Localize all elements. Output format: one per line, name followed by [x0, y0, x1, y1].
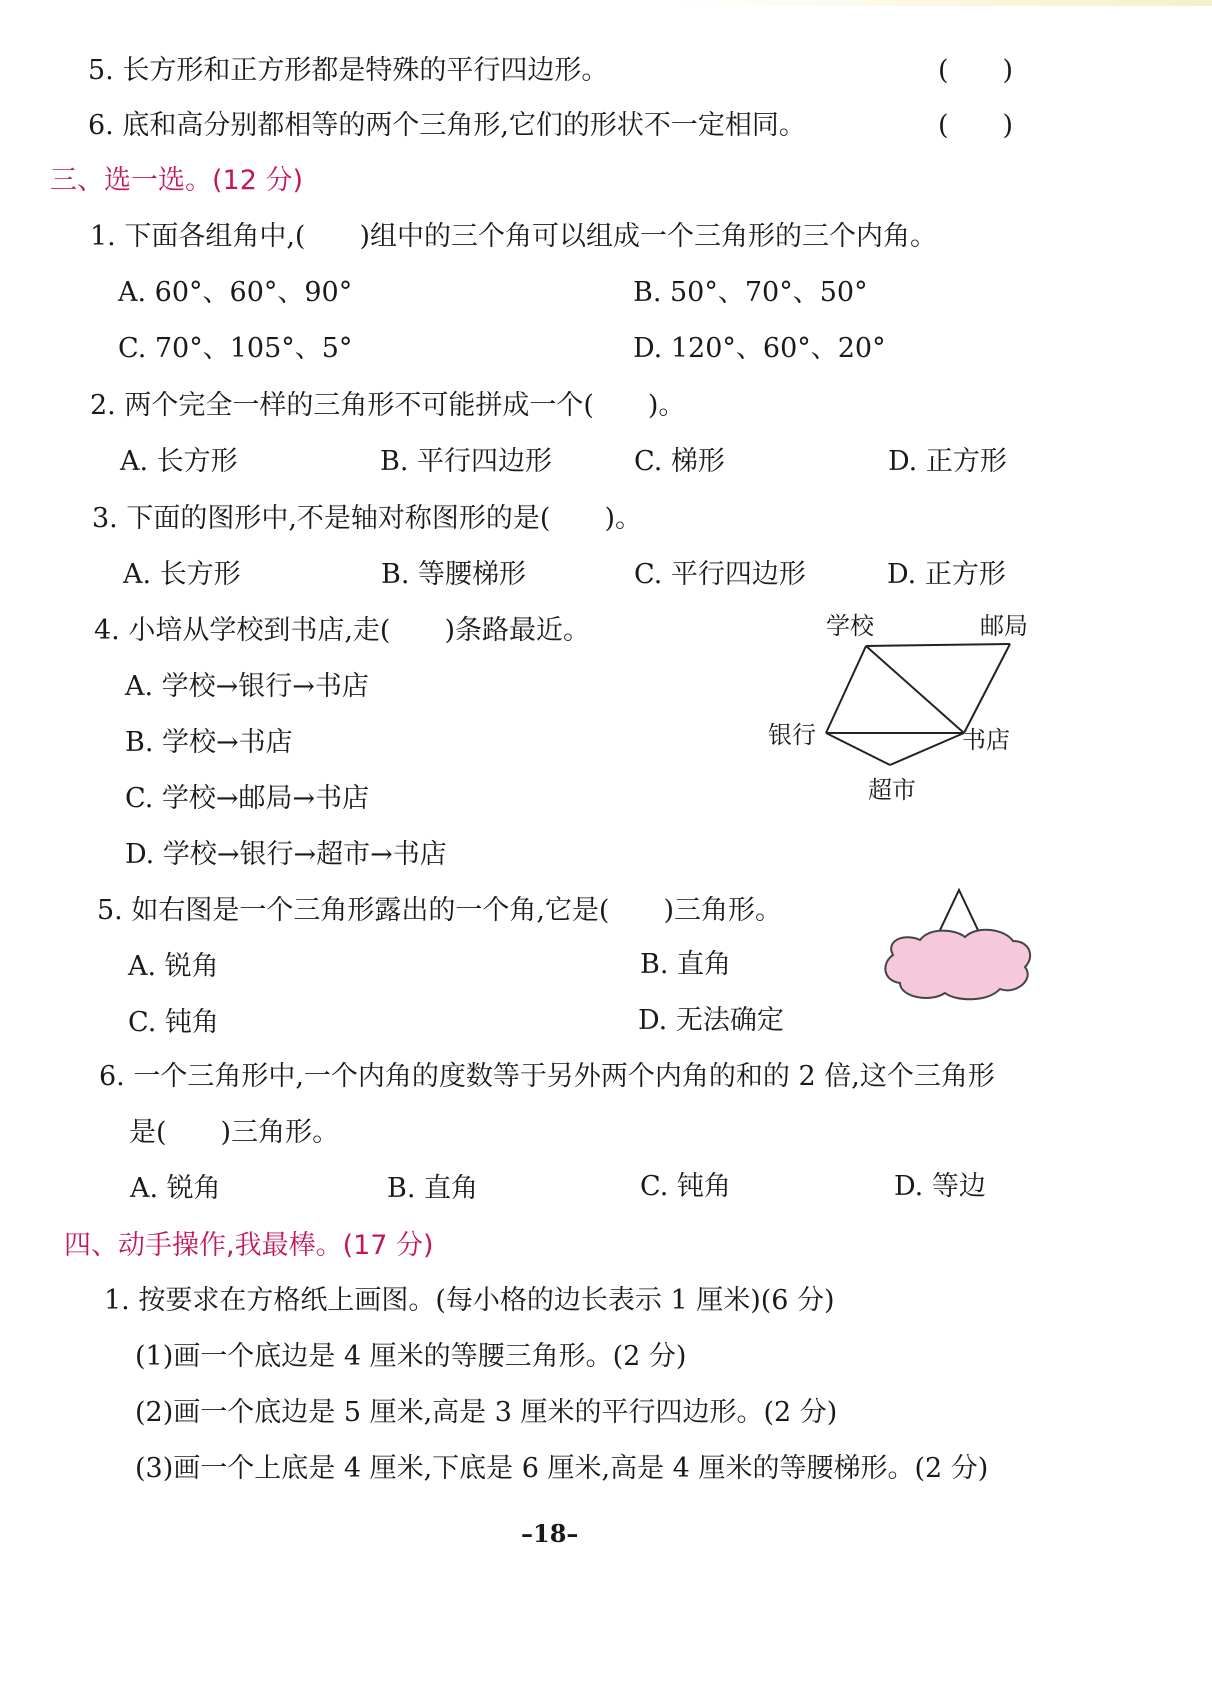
section-4-title: 四、动手操作,我最棒。(17 分): [64, 1230, 434, 1261]
s3-q3-option-a[interactable]: A. 长方形: [123, 559, 241, 590]
s4-q1-sub2: (2)画一个底边是 5 厘米,高是 3 厘米的平行四边形。(2 分): [135, 1397, 838, 1428]
s3-q4-option-c[interactable]: C. 学校→邮局→书店: [125, 783, 370, 814]
map-label-school: 学校: [826, 612, 874, 640]
s4-q1-stem: 1. 按要求在方格纸上画图。(每小格的边长表示 1 厘米)(6 分): [104, 1285, 835, 1316]
judge-q5: 5. 长方形和正方形都是特殊的平行四边形。: [88, 55, 609, 86]
s3-q3-option-d[interactable]: D. 正方形: [887, 559, 1006, 590]
map-label-post-office: 邮局: [980, 612, 1028, 640]
s3-q6-option-c[interactable]: C. 钝角: [640, 1171, 731, 1202]
s3-q5-stem: 5. 如右图是一个三角形露出的一个角,它是( )三角形。: [97, 895, 782, 926]
s3-q2-option-a[interactable]: A. 长方形: [120, 446, 238, 477]
s3-q1-option-a[interactable]: A. 60°、60°、90°: [118, 277, 353, 308]
answer-paren-q6[interactable]: ( ): [938, 110, 1014, 141]
s3-q6-option-b[interactable]: B. 直角: [387, 1173, 479, 1204]
map-label-market: 超市: [868, 776, 916, 804]
s3-q3-option-c[interactable]: C. 平行四边形: [634, 559, 806, 590]
s3-q4-option-b[interactable]: B. 学校→书店: [125, 727, 293, 758]
s3-q1-option-b[interactable]: B. 50°、70°、50°: [633, 277, 868, 308]
road-school-bank: [826, 646, 866, 733]
road-bank-market: [826, 733, 890, 765]
map-label-bank: 银行: [768, 721, 816, 749]
s3-q5-option-c[interactable]: C. 钝角: [128, 1007, 219, 1038]
s3-q4-stem: 4. 小培从学校到书店,走( )条路最近。: [94, 615, 590, 646]
s3-q1-option-c[interactable]: C. 70°、105°、5°: [118, 333, 353, 364]
s3-q3-stem: 3. 下面的图形中,不是轴对称图形的是( )。: [92, 503, 642, 534]
s3-q4-option-a[interactable]: A. 学校→银行→书店: [125, 671, 369, 702]
s3-q5-option-d[interactable]: D. 无法确定: [638, 1005, 784, 1036]
s3-q1-stem: 1. 下面各组角中,( )组中的三个角可以组成一个三角形的三个内角。: [90, 221, 937, 252]
s3-q4-option-d[interactable]: D. 学校→银行→超市→书店: [125, 839, 447, 870]
s3-q1-option-d[interactable]: D. 120°、60°、20°: [633, 333, 886, 364]
triangle-cloud-figure: [875, 885, 1040, 1010]
s3-q6-option-a[interactable]: A. 锐角: [130, 1173, 221, 1204]
s3-q2-option-b[interactable]: B. 平行四边形: [380, 446, 553, 477]
s3-q6-stem-line2: 是( )三角形。: [129, 1117, 340, 1148]
s3-q2-stem: 2. 两个完全一样的三角形不可能拼成一个( )。: [90, 390, 686, 421]
answer-paren-q5[interactable]: ( ): [938, 55, 1014, 86]
section-3-title: 三、选一选。(12 分): [50, 165, 304, 196]
top-band: [0, 0, 1212, 6]
s4-q1-sub3: (3)画一个上底是 4 厘米,下底是 6 厘米,高是 4 厘米的等腰梯形。(2 分): [135, 1453, 989, 1484]
judge-q6: 6. 底和高分别都相等的两个三角形,它们的形状不一定相同。: [88, 110, 806, 141]
road-market-bookstore: [890, 733, 964, 765]
s4-q1-sub1: (1)画一个底边是 4 厘米的等腰三角形。(2 分): [135, 1341, 687, 1372]
map-label-bookstore: 书店: [962, 726, 1010, 754]
road-school-post: [866, 644, 1010, 646]
s3-q6-stem-line1: 6. 一个三角形中,一个内角的度数等于另外两个内角的和的 2 倍,这个三角形: [99, 1061, 995, 1092]
s3-q3-option-b[interactable]: B. 等腰梯形: [381, 559, 527, 590]
road-post-bookstore: [964, 644, 1010, 733]
s3-q2-option-d[interactable]: D. 正方形: [888, 446, 1007, 477]
road-school-bookstore: [866, 646, 964, 733]
s3-q6-option-d[interactable]: D. 等边: [894, 1171, 986, 1202]
s3-q5-option-b[interactable]: B. 直角: [640, 949, 732, 980]
s3-q2-option-c[interactable]: C. 梯形: [634, 446, 725, 477]
page-number: –18–: [521, 1519, 579, 1548]
s3-q5-option-a[interactable]: A. 锐角: [128, 951, 219, 982]
cloud-shape: [885, 930, 1030, 1000]
